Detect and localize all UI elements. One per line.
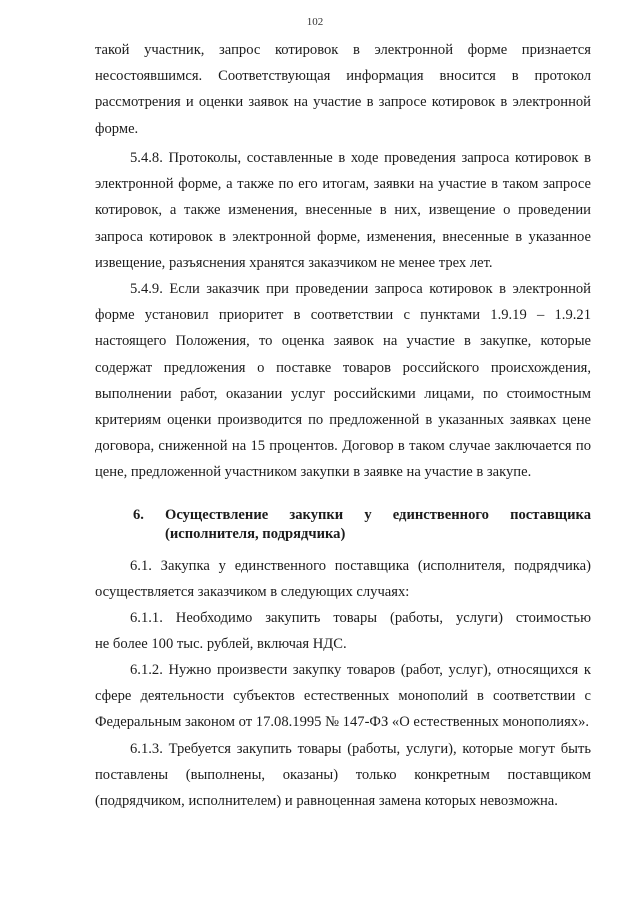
text-line: извещение, разъяснения хранятся заказчиком не менее трех лет. (95, 254, 493, 271)
text-line: цене, предложенной участником закупки в заявке на участие в закупе. (95, 464, 532, 481)
text-line: поставлены (выполнены, оказаны) только конкретным поставщиком (95, 767, 591, 784)
text-line: выполнении работ, оказании услуг российскими лицами, по стоимостным (95, 385, 591, 402)
section-number: 6. (133, 507, 144, 523)
text-line: запроса котировок в электронной форме, изменения, внесенные в указанное (95, 228, 591, 245)
paragraph-continuation (95, 37, 591, 142)
text-line: 6.1.1. Необходимо закупить товары (работы, услуги) стоимостью (130, 610, 591, 626)
text-line: рассмотрения и оценки заявок на участие в запросе котировок в электронной (95, 94, 591, 111)
page-number: 102 (306, 16, 324, 28)
section-title-line: (исполнителя, подрядчика) (165, 526, 346, 542)
text-line: такой участник, запрос котировок в электронной форме признается (95, 42, 591, 58)
text-line: форме. (95, 120, 139, 137)
text-line: 5.4.8. Протоколы, составленные в ходе проведения запроса котировок в (130, 150, 591, 166)
paragraph-6-1-2 (95, 657, 591, 736)
paragraph-5-4-9 (95, 276, 591, 486)
text-line: критериям оценки производится по предложенной в указанных заявках цене (95, 412, 591, 429)
text-line: форме установил приоритет в соответствии с пунктами 1.9.19 – 1.9.21 (95, 307, 591, 324)
section-title-line: Осуществление закупки у единственного поставщика (165, 507, 591, 523)
text-line: 6.1.3. Требуется закупить товары (работы, услуги), которые могут быть (130, 741, 591, 757)
text-line: 6.1. Закупка у единственного поставщика (исполнителя, подрядчика) (130, 558, 591, 574)
paragraph-6-1-3 (95, 736, 591, 815)
text-line: осуществляется заказчиком в следующих случаях: (95, 584, 410, 601)
paragraph-6-1 (95, 553, 591, 605)
text-line: (подрядчиком, исполнителем) и равноценная замена которых невозможна. (95, 793, 558, 810)
text-line: несостоявшимся. Соответствующая информация вносится в протокол (95, 68, 591, 85)
text-line: не более 100 тыс. рублей, включая НДС. (95, 636, 347, 653)
text-line: настоящего Положения, то оценка заявок на участие в закупке, которые (95, 333, 591, 350)
paragraph-6-1-1 (95, 605, 591, 657)
text-line: котировок, а также изменения, внесенные в них, извещение о проведении (95, 202, 591, 219)
text-line: Федеральным законом от 17.08.1995 № 147-ФЗ «О естественных монополиях». (95, 714, 590, 731)
text-line: сфере деятельности субъектов естественных монополий в соответствии с (95, 688, 591, 705)
text-line: 6.1.2. Нужно произвести закупку товаров (работ, услуг), относящихся к (130, 662, 591, 678)
text-line: электронной форме, а также по его итогам, заявки на участие в таком запросе (95, 176, 591, 193)
text-line: 5.4.9. Если заказчик при проведении запроса котировок в электронной (130, 281, 591, 297)
paragraph-5-4-8 (95, 145, 591, 276)
text-line: содержат предложения о поставке товаров российского происхождения, (95, 359, 591, 376)
text-line: договора, сниженной на 15 процентов. Договор в таком случае заключается по (95, 438, 591, 455)
